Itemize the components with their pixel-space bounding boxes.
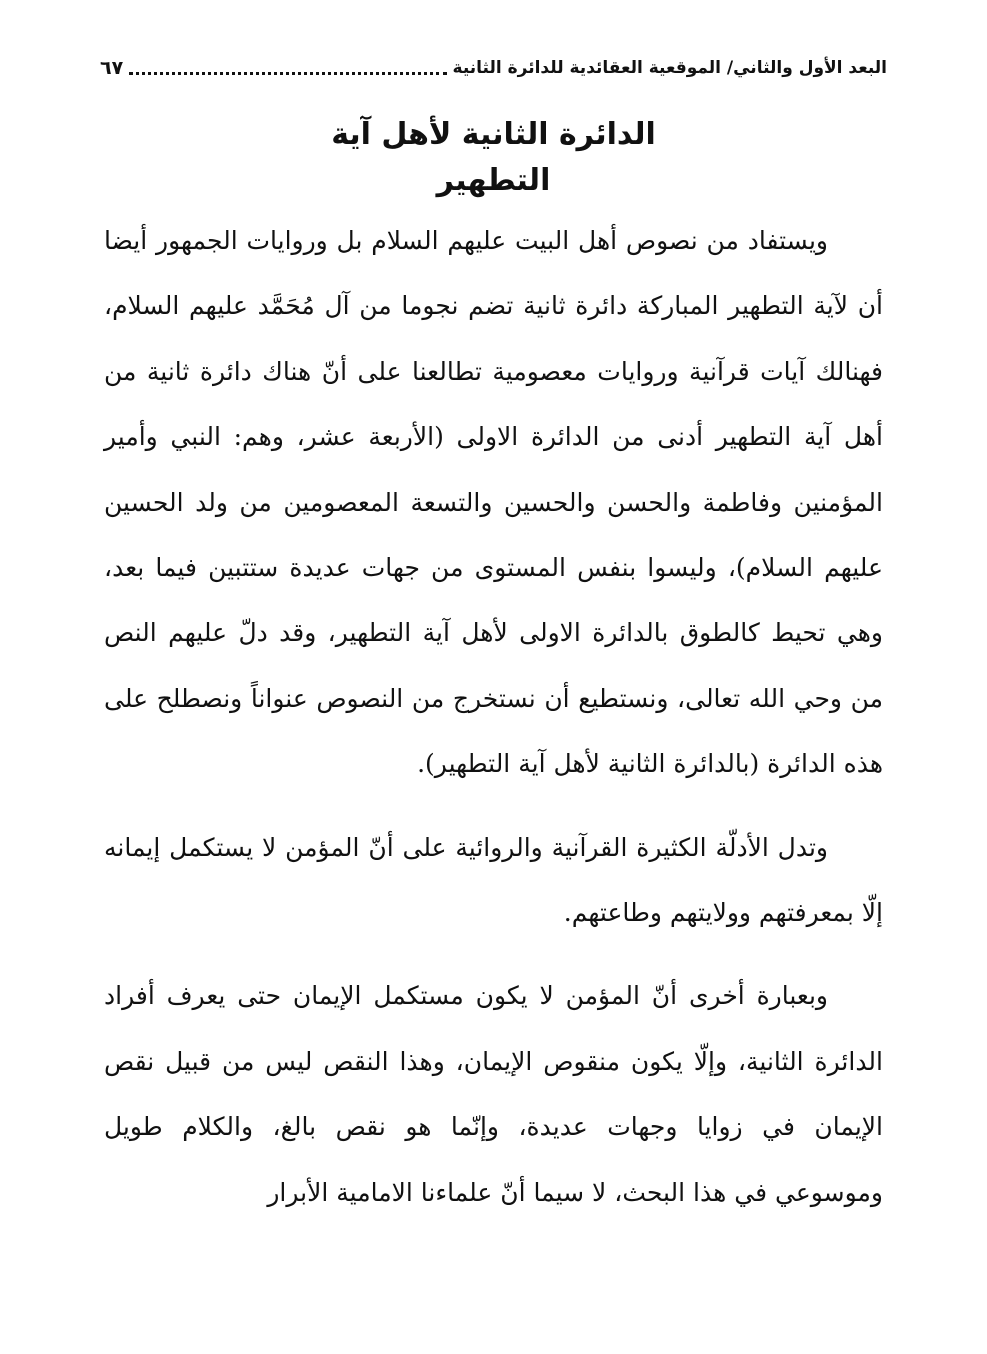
section-heading-line-1: الدائرة الثانية لأهل آية xyxy=(331,117,656,152)
page-number: ٦٧ xyxy=(100,57,124,79)
header-dot-leader xyxy=(129,72,446,75)
section-heading xyxy=(100,112,887,204)
body-text xyxy=(104,208,883,1225)
running-header-title: البعد الأول والثاني/ الموقعية العقائدية للدائرة الثانية xyxy=(452,58,887,78)
paragraph-3: وبعبارة أخرى أنّ المؤمن لا يكون مستكمل الإيمان حتى يعرف أفراد الدائرة الثانية، وإلّا يكون منقوص الإيمان، وهذا النقص ليس من قبيل نقص الإيمان في زوايا وجهات عديدة، وإنّما هو نقص بالغ، والكلام طويل وموسوعي في هذا البحث، لا سيما أنّ علماءنا الامامية الأبرار xyxy=(104,981,883,1207)
paragraph-1: ويستفاد من نصوص أهل البيت عليهم السلام بل وروايات الجمهور أيضا أن لآية التطهير المباركة دائرة ثانية تضم نجوما من آل مُحَمَّد عليهم السلام، فهنالك آيات قرآنية وروايات معصومية تطالعنا على أنّ هناك دائرة ثانية من أهل آية التطهير أدنى من الدائرة الاولى (الأربعة عشر، وهم: النبي وأمير المؤمنين وفاطمة والحسن والحسين والتسعة المعصومين من ولد الحسين عليهم السلام)، وليسوا بنفس المستوى من جهات عديدة ستتبين فيما بعد، وهي تحيط كالطوق بالدائرة الاولى لأهل آية التطهير، وقد دلّ عليهم النص من وحي الله تعالى، ونستطيع أن نستخرج من النصوص عنواناً ونصطلح على هذه الدائرة (بالدائرة الثانية لأهل آية التطهير). xyxy=(104,226,883,779)
paragraph-2: وتدل الأدلّة الكثيرة القرآنية والروائية على أنّ المؤمن لا يستكمل إيمانه إلّا بمعرفتهم وولايتهم وطاعتهم. xyxy=(104,832,883,928)
section-heading-line-2: التطهير xyxy=(436,163,551,198)
running-header xyxy=(100,48,887,88)
